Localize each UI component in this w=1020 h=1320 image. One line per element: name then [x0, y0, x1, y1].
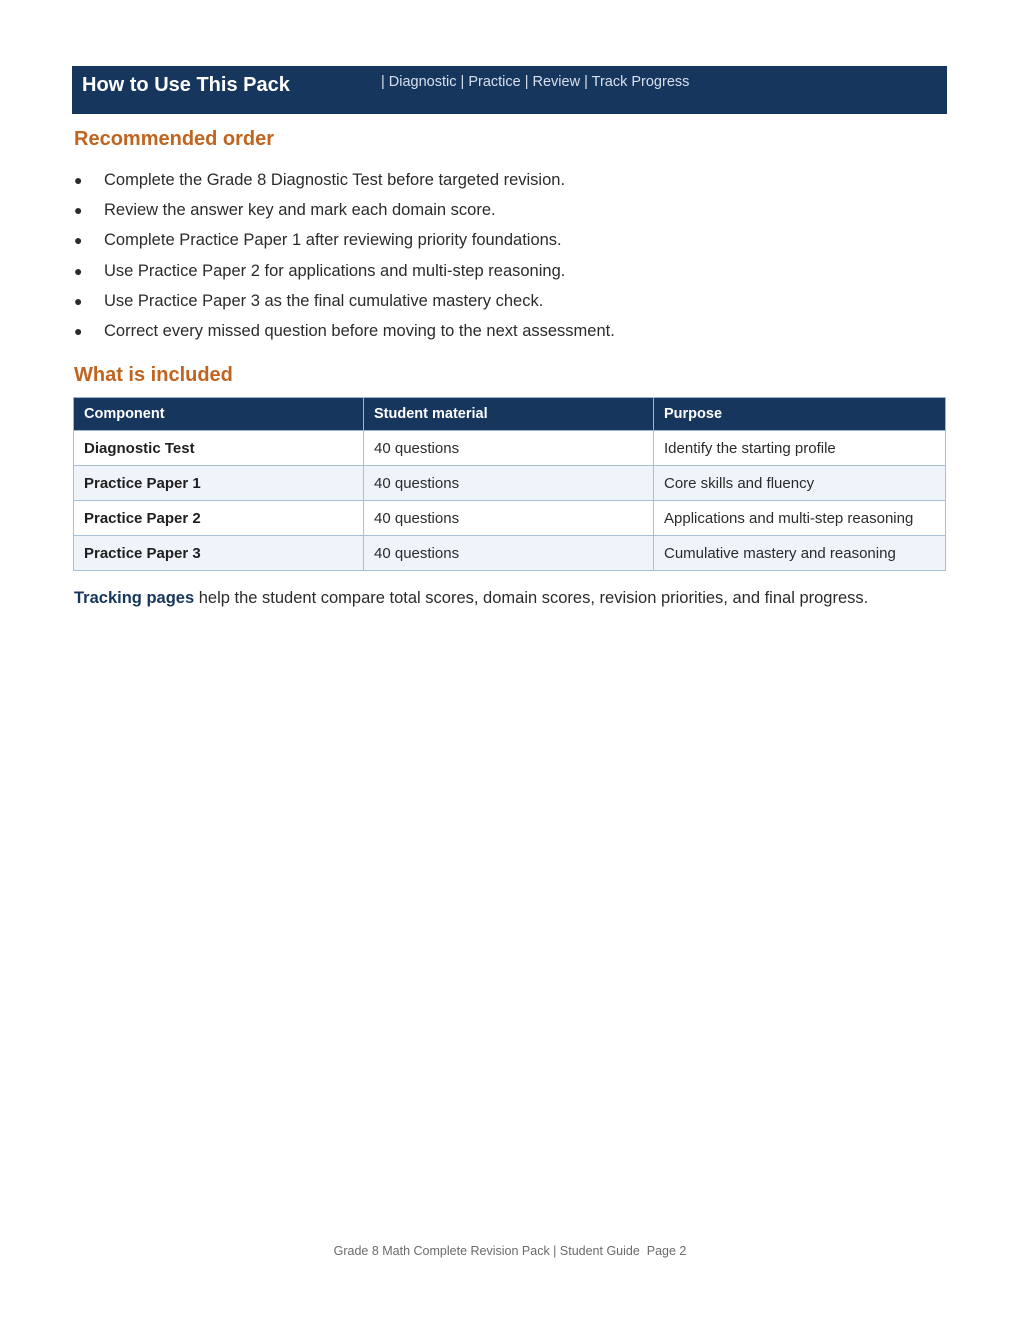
tracking-note: [74, 589, 868, 608]
cell-purpose: Cumulative mastery and reasoning: [654, 536, 946, 571]
table-row: [74, 536, 946, 571]
column-header-purpose: Purpose: [654, 398, 946, 431]
what-is-included-heading: What is included: [74, 364, 233, 386]
list-item-text: Use Practice Paper 2 for applications and multi-step reasoning.: [104, 261, 566, 280]
cell-material: 40 questions: [364, 536, 654, 571]
column-header-component: Component: [74, 398, 364, 431]
bullet-icon: ●: [74, 202, 83, 219]
bullet-icon: ●: [74, 262, 83, 279]
cell-purpose: Applications and multi-step reasoning: [654, 501, 946, 536]
table-row: [74, 501, 946, 536]
table-header-row: [74, 398, 946, 431]
list-item-text: Review the answer key and mark each domain score.: [104, 201, 496, 220]
cell-component: Diagnostic Test: [74, 431, 364, 466]
cell-component: Practice Paper 1: [74, 466, 364, 501]
bullet-icon: ●: [74, 322, 83, 339]
tracking-note-lead: Tracking pages: [74, 589, 195, 607]
list-item-text: Use Practice Paper 3 as the final cumulative mastery check.: [104, 291, 544, 310]
tracking-note-text: help the student compare total scores, domain scores, revision priorities, and final progress.: [194, 589, 869, 607]
list-item-text: Complete the Grade 8 Diagnostic Test before targeted revision.: [104, 171, 566, 189]
cell-material: 40 questions: [364, 431, 654, 466]
included-table: [73, 397, 946, 571]
cell-purpose: Core skills and fluency: [654, 466, 946, 501]
section-title: How to Use This Pack: [82, 74, 290, 96]
cell-material: 40 questions: [364, 466, 654, 501]
recommended-order-heading: Recommended order: [74, 128, 275, 150]
section-header-bar: [72, 66, 947, 114]
cell-component: Practice Paper 2: [74, 501, 364, 536]
bullet-icon: ●: [74, 292, 83, 309]
cell-purpose: Identify the starting profile: [654, 431, 946, 466]
page-footer: Grade 8 Math Complete Revision Pack | Student Guide Page 2: [333, 1244, 687, 1258]
cell-component: Practice Paper 3: [74, 536, 364, 571]
section-tags: | Diagnostic | Practice | Review | Track Progress: [381, 74, 690, 90]
bullet-icon: ●: [74, 172, 83, 188]
list-item-text: Correct every missed question before moving to the next assessment.: [104, 321, 615, 340]
list-item-text: Complete Practice Paper 1 after reviewing priority foundations.: [104, 231, 562, 250]
table-row: [74, 431, 946, 466]
bullet-icon: ●: [74, 232, 83, 249]
column-header-student-material: Student material: [364, 398, 654, 431]
cell-material: 40 questions: [364, 501, 654, 536]
table-row: [74, 466, 946, 501]
